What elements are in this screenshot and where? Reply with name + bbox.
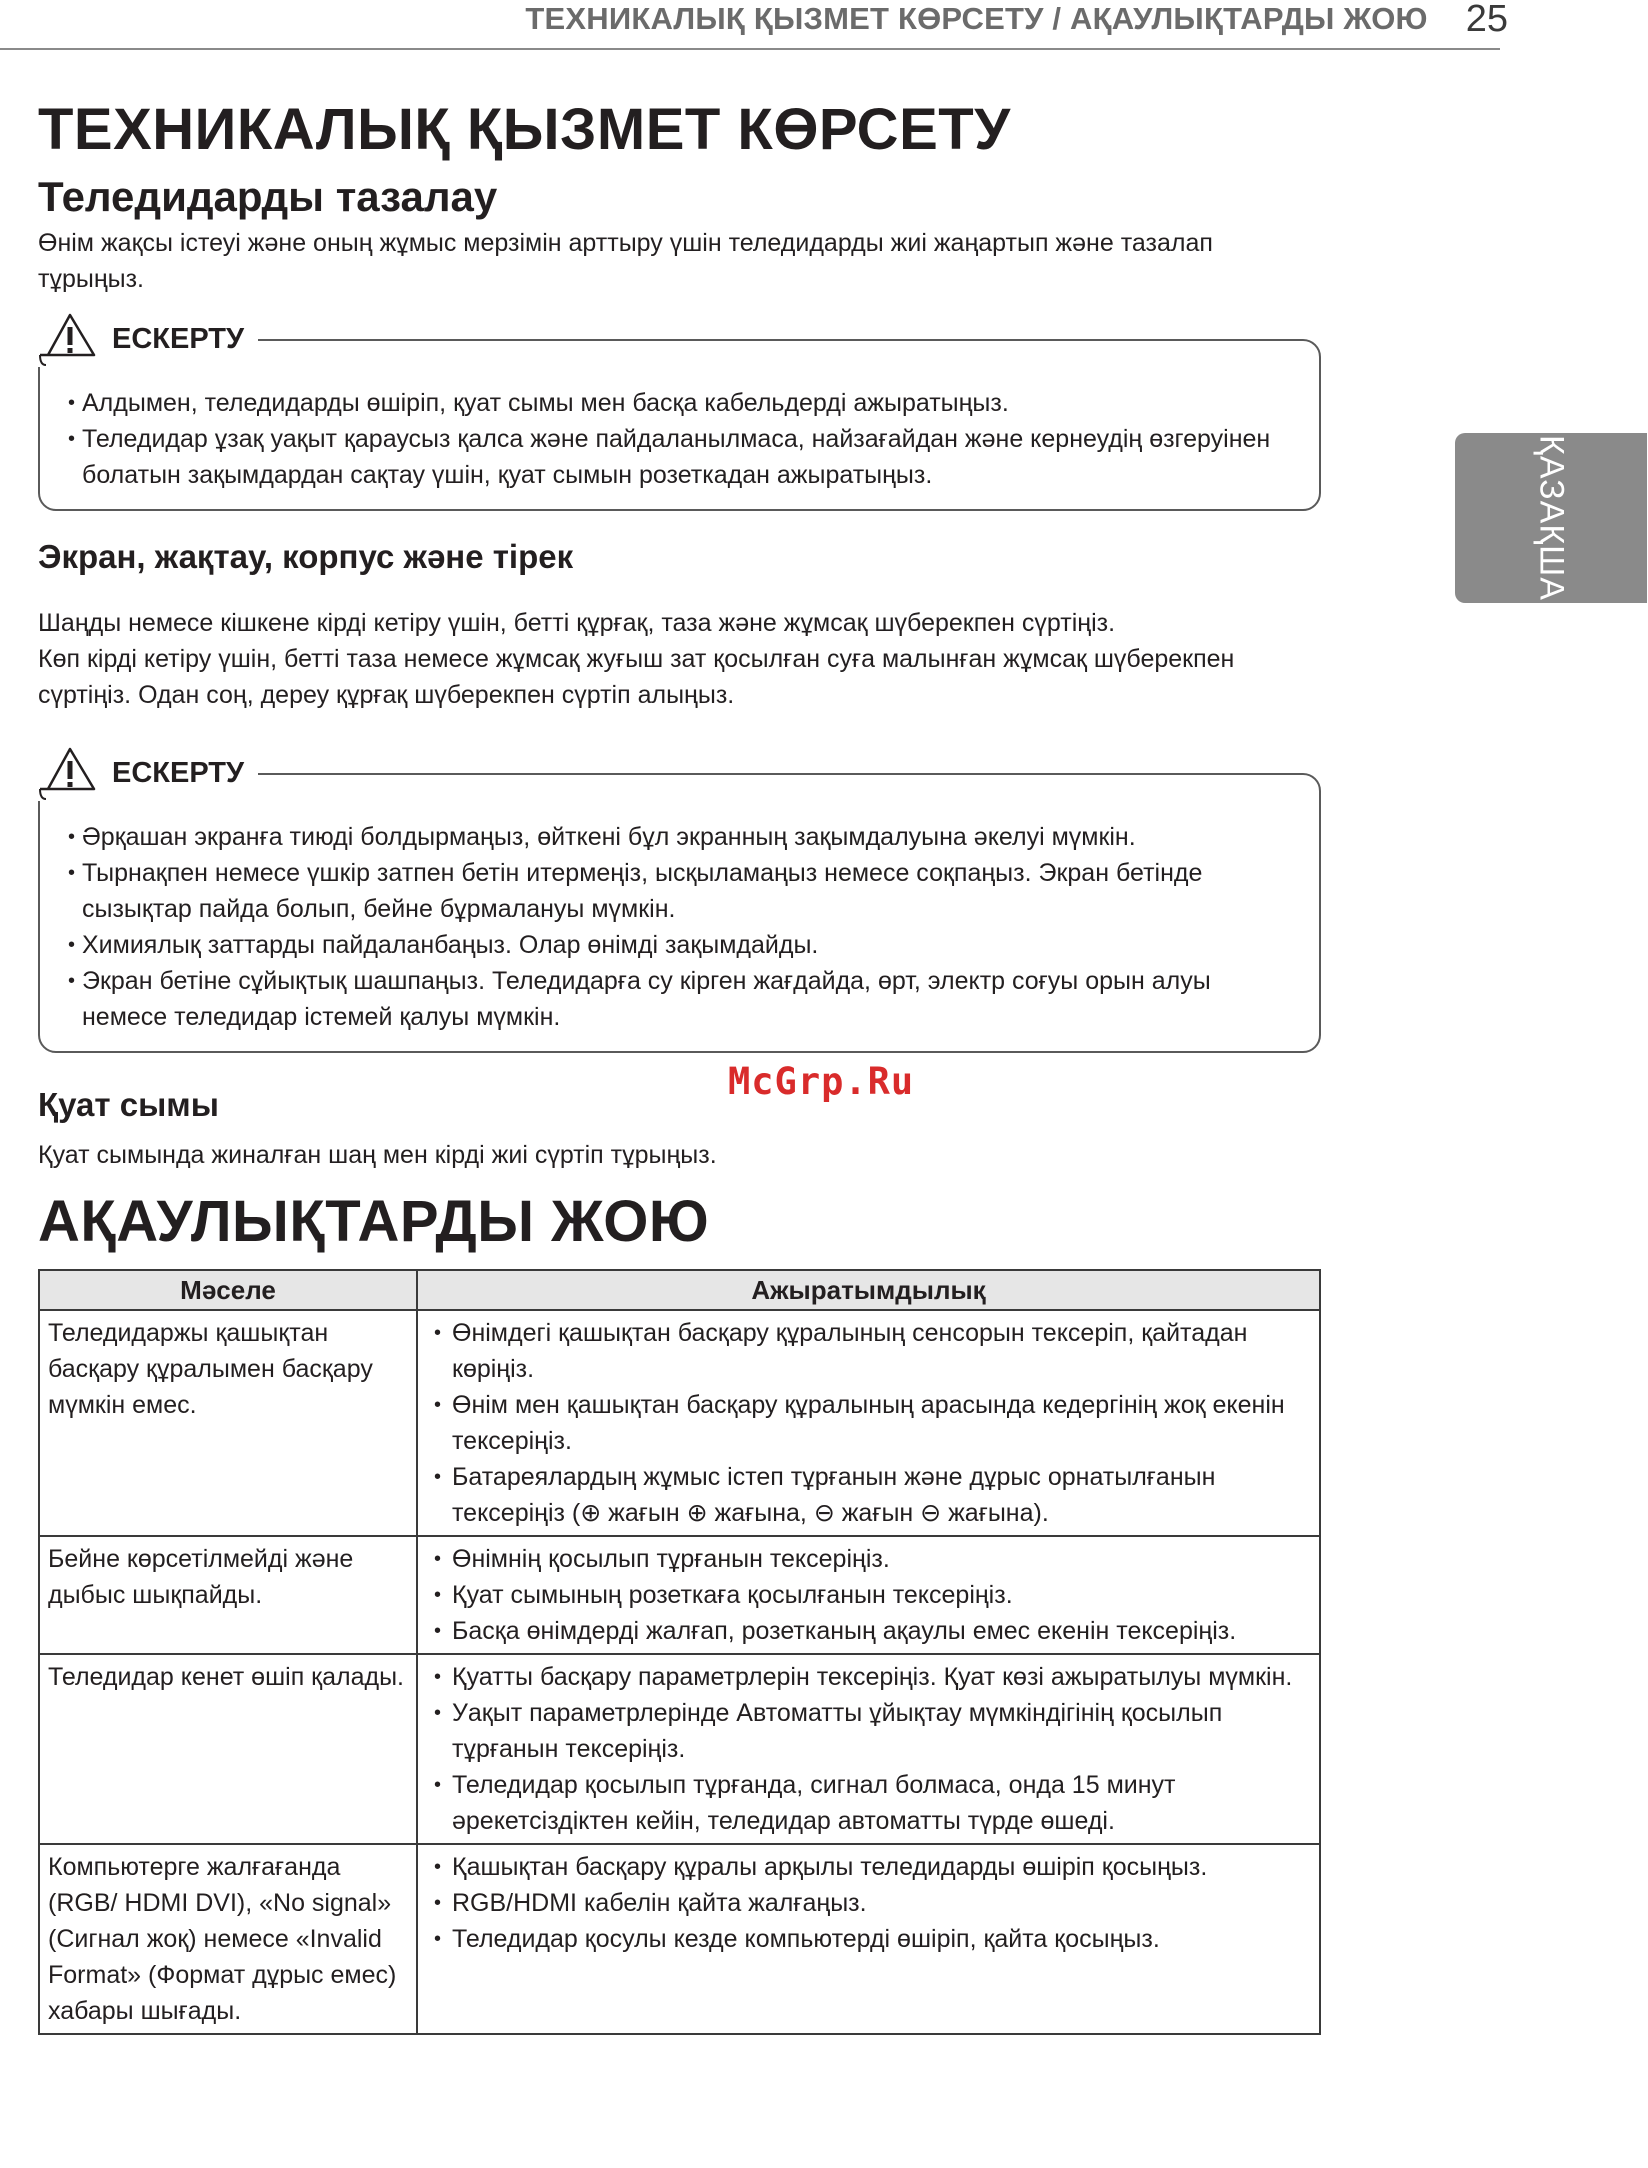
table-row (39, 1310, 1320, 1536)
caution-item: • Әрқашан экранға тиюді болдырмаңыз, өйткені бұл экранның зақымдалуына әкелуі мүмкін. (68, 819, 1295, 855)
header-title: ТЕХНИКАЛЫҚ ҚЫЗМЕТ КӨРСЕТУ / АҚАУЛЫҚТАРДЫ ЖОЮ (525, 1, 1428, 36)
power-cord-title: Қуат сымы (38, 1086, 219, 1123)
solution-cell (417, 1310, 1320, 1536)
solution-item: • Өнім мен қашықтан басқару құралының арасында кедергінің жоқ екенін тексеріңіз. (426, 1387, 1311, 1459)
troubleshooting-title: АҚАУЛЫҚТАРДЫ ЖОЮ (38, 1189, 710, 1254)
page-number: 25 (1465, 0, 1508, 40)
column-header-problem: Мәселе (39, 1270, 417, 1310)
screen-title: Экран, жақтау, корпус және тірек (38, 538, 574, 575)
table-row (39, 1844, 1320, 2034)
problem-cell: Теледидар кенет өшіп қалады. (39, 1654, 417, 1844)
solution-cell (417, 1536, 1320, 1654)
solution-item: • Өнімдегі қашықтан басқару құралының сенсорын тексеріп, қайтадан көріңіз. (426, 1315, 1311, 1387)
caution-item: • Химиялық заттарды пайдаланбаңыз. Олар өнімді зақымдайды. (68, 927, 1295, 963)
cleaning-intro: Өнім жақсы істеуі және оның жұмыс мерзімін арттыру үшін теледидарды жиі жаңартып және тазалап тұрыңыз. (38, 229, 1213, 293)
table-header-row (39, 1270, 1320, 1310)
language-tab (1455, 433, 1647, 603)
screen-text-line: Көп кірді кетіру үшін, бетті таза немесе жұмсақ жуғыш зат қосылған суға малынған жұмсақ шүберекпен сүртіңіз. Одан соң, дереу құрғақ шүберекпен сүртіп алыңыз. (38, 645, 1235, 709)
maintenance-title: ТЕХНИКАЛЫҚ ҚЫЗМЕТ КӨРСЕТУ (38, 97, 1011, 162)
caution-item: • Экран бетіне сұйықтық шашпаңыз. Теледидарға су кірген жағдайда, өрт, электр соғуы орын алуы немесе теледидар істемей қалуы мүмкін. (68, 963, 1295, 1035)
caution-item: • Алдымен, теледидарды өшіріп, қуат сымы мен басқа кабельдерді ажыратыңыз. (68, 385, 1295, 421)
warning-icon (38, 311, 102, 367)
caution-block-cleaning (38, 311, 1321, 511)
solution-item: • Қуатты басқару параметрлерін тексеріңіз. Қуат көзі ажыратылуы мүмкін. (426, 1659, 1311, 1695)
solution-item: • Қашықтан басқару құралы арқылы теледидарды өшіріп қосыңыз. (426, 1849, 1311, 1885)
solution-cell (417, 1844, 1320, 2034)
solution-item: • RGB/HDMI кабелін қайта жалғаңыз. (426, 1885, 1311, 1921)
problem-cell: Бейне көрсетілмейді және дыбыс шықпайды. (39, 1536, 417, 1654)
warning-icon (38, 745, 102, 801)
solution-item: • Басқа өнімдерді жалғап, розетканың ақаулы емес екенін тексеріңіз. (426, 1613, 1311, 1649)
caution-label: ЕСКЕРТУ (112, 756, 245, 789)
solution-item: • Уақыт параметрлерінде Автоматты ұйықтау мүмкіндігінің қосылып тұрғанын тексеріңіз. (426, 1695, 1311, 1767)
solution-cell (417, 1654, 1320, 1844)
language-tab-label: ҚАЗАҚША (1532, 435, 1571, 601)
problem-cell: Компьютерге жалғағанда (RGB/ HDMI DVI), «No signal» (Сигнал жоқ) немесе «Invalid Format» (Формат дұрыс емес) хабары шығады. (39, 1844, 417, 2034)
solution-item: • Теледидар қосулы кезде компьютерді өшіріп, қайта қосыңыз. (426, 1921, 1311, 1957)
problem-cell: Теледидаржы қашықтан басқару құралымен басқару мүмкін емес. (39, 1310, 417, 1536)
caution-box (38, 773, 1321, 1053)
caution-item: • Теледидар ұзақ уақыт қараусыз қалса және пайдаланылмаса, найзағайдан және кернеудің өзгеруінен болатын зақымдардан сақтау үшін, қуат сымын розеткадан ажыратыңыз. (68, 421, 1295, 493)
cleaning-title: Теледидарды тазалау (38, 173, 498, 220)
caution-block-screen (38, 745, 1321, 1053)
watermark: McGrp.Ru (728, 1060, 915, 1103)
power-cord-text: Қуат сымында жиналған шаң мен кірді жиі сүртіп тұрыңыз. (38, 1141, 717, 1169)
page-content (38, 95, 1321, 2035)
solution-item: • Өнімнің қосылып тұрғанын тексеріңіз. (426, 1541, 1311, 1577)
troubleshooting-table (38, 1269, 1321, 2035)
solution-item: • Батареялардың жұмыс істеп тұрғанын және дұрыс орнатылғанын тексеріңіз (⊕ жағын ⊕ жағына, ⊖ жағын ⊖ жағына). (426, 1459, 1311, 1531)
solution-item: • Қуат сымының розеткаға қосылғанын тексеріңіз. (426, 1577, 1311, 1613)
screen-text-line: Шаңды немесе кішкене кірді кетіру үшін, бетті құрғақ, таза және жұмсақ шүберекпен сүртіңіз. (38, 609, 1116, 637)
caution-label: ЕСКЕРТУ (112, 322, 245, 355)
caution-item: • Тырнақпен немесе үшкір затпен бетін итермеңіз, ысқыламаңыз немесе соқпаңыз. Экран бетінде сызықтар пайда болып, бейне бұрмалануы мүмкін. (68, 855, 1295, 927)
table-row (39, 1536, 1320, 1654)
table-row (39, 1654, 1320, 1844)
solution-item: • Теледидар қосылып тұрғанда, сигнал болмаса, онда 15 минут әрекетсіздіктен кейін, теледидар автоматты түрде өшеді. (426, 1767, 1311, 1839)
column-header-solution: Ажыратымдылық (417, 1270, 1320, 1310)
header-divider (0, 48, 1500, 50)
page-header (525, 0, 1508, 38)
